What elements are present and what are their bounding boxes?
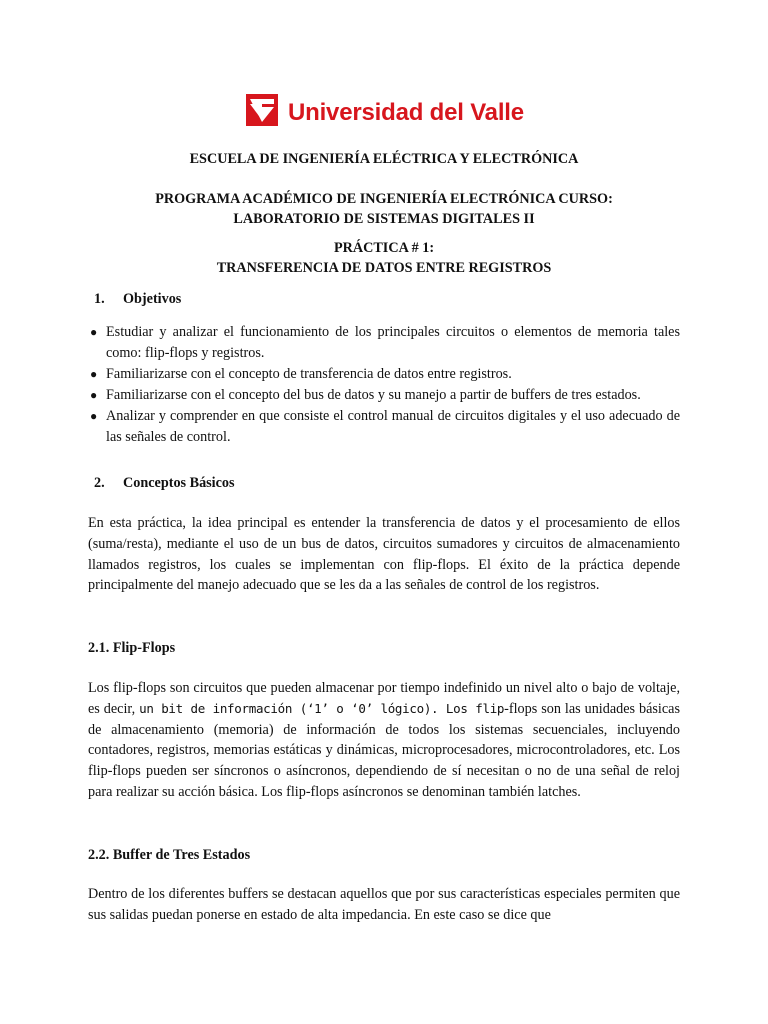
objectives-title: Objetivos <box>123 291 182 307</box>
list-item: ● Analizar y comprender en que consiste el control manual de circuitos digitales y el uso adecuado de las señales de control. <box>90 408 680 445</box>
bullet-icon: ● <box>90 409 98 423</box>
program-heading <box>88 189 680 229</box>
buffer-heading: 2.2. Buffer de Tres Estados <box>88 847 251 863</box>
university-shield-icon <box>246 94 278 126</box>
practice-title: TRANSFERENCIA DE DATOS ENTRE REGISTROS <box>216 260 552 276</box>
flipflops-paragraph: Los flip-flops son circuitos que pueden almacenar por tiempo indefinido un nivel alto o bajo de voltaje, es decir, un bit de información (‘1’ o ‘0’ lógico). Los flip-flops son las unidades básicas de almacenamiento (memoria) de información de todos los sistemas secuenciales, incluyendo contadores, registros, memorias estáticas y dinámicas, microprocesadores, microcontroladores, etc. Los flip-flops pueden ser síncronos o asíncronos, dependiendo de sí necesitan o no de una señal de reloj para realizar su acción básica. Los flip-flops asíncronos se denominan también latches. <box>88 680 680 800</box>
list-item: ● Familiarizarse con el concepto del bus de datos y su manejo a partir de buffers de tres estados. <box>88 385 680 406</box>
bullet-icon: ● <box>90 325 98 339</box>
list-item: ● Familiarizarse con el concepto de transferencia de datos entre registros. <box>88 364 680 385</box>
university-name: Universidad del Valle <box>288 98 524 126</box>
program-line-2: LABORATORIO DE SISTEMAS DIGITALES II <box>233 211 535 227</box>
basics-heading <box>88 473 235 494</box>
program-line-1: PROGRAMA ACADÉMICO DE INGENIERÍA ELECTRÓNICA CURSO: <box>155 191 613 207</box>
bullet-icon: ● <box>90 388 98 402</box>
basics-number: 2. <box>94 475 105 491</box>
objectives-heading <box>88 289 181 310</box>
university-logo <box>246 94 524 126</box>
objectives-list <box>88 322 680 448</box>
list-item: ● Estudiar y analizar el funcionamiento de los principales circuitos o elementos de memoria tales como: flip-flops y registros. <box>90 324 680 361</box>
basics-paragraph: En esta práctica, la idea principal es entender la transferencia de datos y el procesamiento de ellos (suma/resta), mediante el uso de un bus de datos, circuitos sumadores y circuitos de almacenamiento llamados registros, los cuales se implementan con flip-flops. El éxito de la práctica depende principalmente del manejo adecuado que se les da a las señales de control de los registros. <box>88 515 680 594</box>
basics-title: Conceptos Básicos <box>123 475 235 491</box>
flipflops-heading: 2.1. Flip-Flops <box>88 640 176 656</box>
buffer-paragraph: Dentro de los diferentes buffers se destacan aquellos que por sus características especiales permiten que sus salidas puedan ponerse en estado de alta impedancia. En este caso se dice que <box>88 886 680 923</box>
practice-heading <box>88 238 680 278</box>
handwritten-insert: un bit de información (‘1’ o ‘0’ lógico). Los flip <box>139 700 505 716</box>
practice-number: PRÁCTICA # 1: <box>333 240 435 256</box>
school-heading: ESCUELA DE INGENIERÍA ELÉCTRICA Y ELECTRÓNICA <box>189 151 579 167</box>
bullet-icon: ● <box>90 367 98 381</box>
objectives-number: 1. <box>94 291 105 307</box>
